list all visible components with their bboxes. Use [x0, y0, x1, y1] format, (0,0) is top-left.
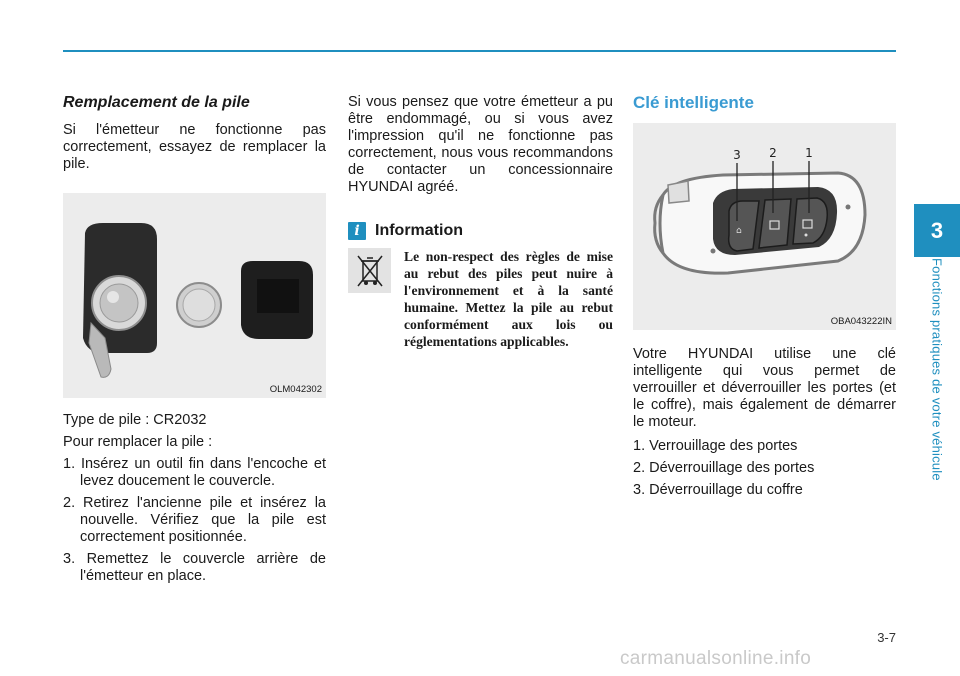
- callout-3: 3: [733, 148, 741, 162]
- contact-dealer-paragraph: Si vous pensez que votre émetteur a pu être endommagé, ou si vous avez l'impression qu'il ne fonctionne pas correctement, nous vous recommandons de contacter un concessionnaire HYUNDAI agréé.: [348, 94, 613, 195]
- list-item: 3. Déverrouillage du coffre: [633, 482, 803, 498]
- steps-intro: Pour remplacer la pile :: [63, 434, 213, 450]
- list-item: 1. Verrouillage des portes: [633, 438, 798, 454]
- battery-intro: Si l'émetteur ne fonctionne pas correctement, essayez de remplacer la pile.: [63, 122, 326, 172]
- crossed-out-bin-icon: [348, 248, 391, 293]
- column-information: [348, 90, 613, 350]
- list-item: 3. Remettez le couvercle arrière de l'émetteur en place.: [63, 551, 326, 584]
- information-header: [348, 222, 613, 240]
- top-divider: [63, 50, 896, 52]
- information-box: [348, 248, 613, 350]
- page-number: 3-7: [877, 630, 896, 645]
- watermark: carmanualsonline.info: [620, 648, 812, 669]
- chapter-title-text: Fonctions pratiques de votre véhicule: [929, 258, 945, 481]
- info-icon: i: [348, 222, 366, 240]
- smart-key-illustration: [633, 123, 896, 330]
- svg-text:⌂: ⌂: [736, 226, 742, 236]
- smart-key-figure: [633, 123, 896, 330]
- remote-battery-figure: [63, 193, 326, 398]
- list-item: 2. Déverrouillage des portes: [633, 460, 815, 476]
- chapter-title: [925, 258, 949, 508]
- remote-battery-illustration: [63, 193, 326, 398]
- chapter-tab[interactable]: 3: [914, 204, 960, 257]
- smart-key-heading: Clé intelligente: [633, 93, 754, 112]
- figure-code: OBA043222IN: [830, 316, 892, 327]
- callout-1: 1: [805, 146, 813, 160]
- column-battery-replacement: [63, 90, 326, 585]
- list-item: 1. Insérez un outil fin dans l'encoche et levez doucement le couvercle.: [63, 456, 326, 489]
- information-title: Information: [375, 222, 463, 239]
- information-text: Le non-respect des règles de mise au rebut des piles peut nuire à l'environnement et à la santé humaine. Mettez la pile au rebut conformément aux lois ou réglementations applicables.: [404, 249, 613, 349]
- column-smart-key: [633, 90, 896, 499]
- figure-code: OLM042302: [269, 384, 322, 395]
- list-item: 2. Retirez l'ancienne pile et insérez la nouvelle. Vérifiez que la pile est correctement positionnée.: [63, 495, 326, 545]
- callout-2: 2: [769, 146, 777, 160]
- smart-key-paragraph: Votre HYUNDAI utilise une clé intelligente qui vous permet de verrouiller et déverrouiller les portes (et le coffre), mais également de démarrer le moteur.: [633, 346, 896, 430]
- battery-type: Type de pile : CR2032: [63, 412, 207, 428]
- battery-heading: Remplacement de la pile: [63, 94, 250, 111]
